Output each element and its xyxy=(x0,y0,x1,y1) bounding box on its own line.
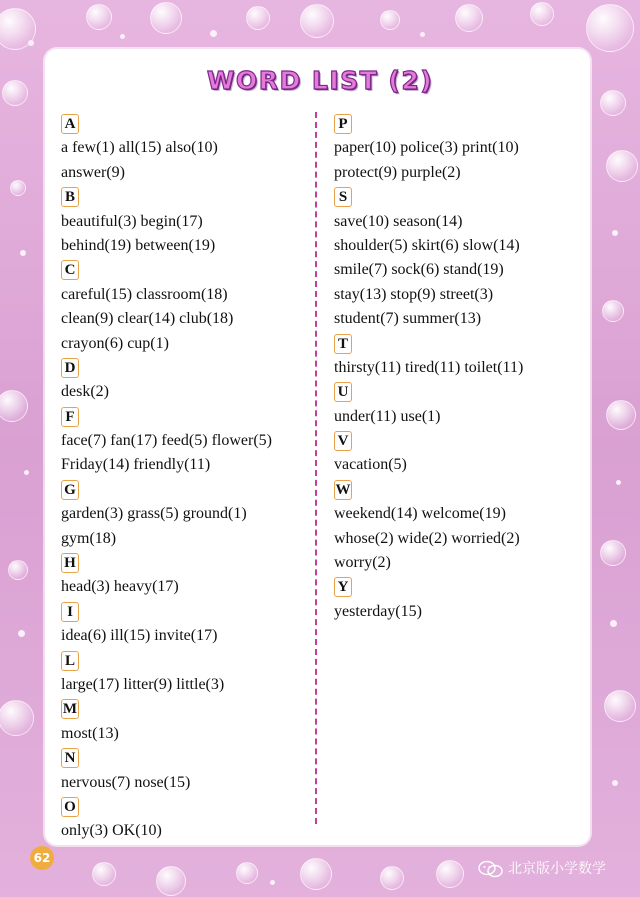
letter-heading-row xyxy=(334,575,584,599)
letter-heading-row xyxy=(61,112,311,136)
word-entry: under(11) use(1) xyxy=(334,407,441,425)
word-entry: yesterday(15) xyxy=(334,602,422,620)
word-entry: most(13) xyxy=(61,724,119,742)
letter-heading-row xyxy=(334,478,584,502)
word-entry: smile(7) sock(6) stand(19) xyxy=(334,261,504,279)
word-entry: weekend(14) welcome(19) xyxy=(334,505,506,523)
word-entry: stay(13) stop(9) street(3) xyxy=(334,285,494,303)
letter-heading: B xyxy=(61,187,79,207)
letter-heading-row xyxy=(61,649,311,673)
letter-heading-row xyxy=(61,478,311,502)
letter-heading-row xyxy=(61,405,311,429)
word-entry: clean(9) clear(14) club(18) xyxy=(61,310,234,328)
letter-heading-row xyxy=(61,697,311,721)
word-entry: shoulder(5) skirt(6) slow(14) xyxy=(334,236,520,254)
letter-heading: H xyxy=(61,553,79,573)
letter-heading-row xyxy=(61,795,311,819)
letter-heading: D xyxy=(61,358,79,378)
letter-heading-row xyxy=(61,600,311,624)
letter-heading-row xyxy=(334,185,584,209)
word-entry: idea(6) ill(15) invite(17) xyxy=(61,627,218,645)
letter-heading-row xyxy=(61,185,311,209)
letter-heading: U xyxy=(334,382,352,402)
word-entry: garden(3) grass(5) ground(1) xyxy=(61,505,247,523)
watermark xyxy=(478,858,606,880)
letter-heading-row xyxy=(61,356,311,380)
letter-heading-row xyxy=(334,429,584,453)
letter-heading: I xyxy=(61,602,79,622)
word-entry: nervous(7) nose(15) xyxy=(61,773,191,791)
letter-heading-row xyxy=(334,380,584,404)
letter-heading: A xyxy=(61,114,79,134)
letter-heading: F xyxy=(61,407,79,427)
letter-heading-row xyxy=(334,112,584,136)
letter-heading: V xyxy=(334,431,352,451)
right-column xyxy=(334,112,584,624)
wechat-icon xyxy=(478,860,504,878)
word-entry: student(7) summer(13) xyxy=(334,310,482,328)
letter-heading-row xyxy=(334,332,584,356)
word-entry: face(7) fan(17) feed(5) flower(5) xyxy=(61,432,272,450)
word-entry: head(3) heavy(17) xyxy=(61,578,179,596)
word-entry: worry(2) xyxy=(334,554,391,572)
word-entry: gym(18) xyxy=(61,529,117,547)
word-entry: only(3) OK(10) xyxy=(61,822,162,840)
letter-heading: P xyxy=(334,114,352,134)
word-entry: answer(9) xyxy=(61,163,125,181)
word-entry: whose(2) wide(2) worried(2) xyxy=(334,529,520,547)
letter-heading: O xyxy=(61,797,79,817)
letter-heading-row xyxy=(61,746,311,770)
letter-heading: T xyxy=(334,334,352,354)
letter-heading-row xyxy=(61,551,311,575)
word-entry: desk(2) xyxy=(61,383,109,401)
letter-heading: S xyxy=(334,187,352,207)
letter-heading: C xyxy=(61,260,79,280)
letter-heading: W xyxy=(335,481,351,498)
word-entry: careful(15) classroom(18) xyxy=(61,285,228,303)
letter-heading: G xyxy=(61,480,79,500)
letter-heading: N xyxy=(61,748,79,768)
word-entry: beautiful(3) begin(17) xyxy=(61,212,203,230)
word-entry: a few(1) all(15) also(10) xyxy=(61,139,218,157)
column-divider xyxy=(315,112,317,824)
letter-heading: M xyxy=(62,701,78,718)
page-number-badge: 62 xyxy=(30,846,54,870)
letter-heading-row xyxy=(61,258,311,282)
letter-heading: L xyxy=(61,651,79,671)
word-entry: save(10) season(14) xyxy=(334,212,463,230)
word-entry: Friday(14) friendly(11) xyxy=(61,456,211,474)
watermark-text: 北京版小学数学 xyxy=(508,861,606,877)
letter-heading: Y xyxy=(334,577,352,597)
word-entry: thirsty(11) tired(11) toilet(11) xyxy=(334,358,524,376)
word-entry: protect(9) purple(2) xyxy=(334,163,461,181)
word-entry: vacation(5) xyxy=(334,456,407,474)
word-entry: paper(10) police(3) print(10) xyxy=(334,139,519,157)
word-entry: large(17) litter(9) little(3) xyxy=(61,675,225,693)
page-title: WORD LIST (2) xyxy=(206,66,434,95)
word-entry: crayon(6) cup(1) xyxy=(61,334,169,352)
left-column xyxy=(61,112,311,844)
word-entry: behind(19) between(19) xyxy=(61,236,216,254)
